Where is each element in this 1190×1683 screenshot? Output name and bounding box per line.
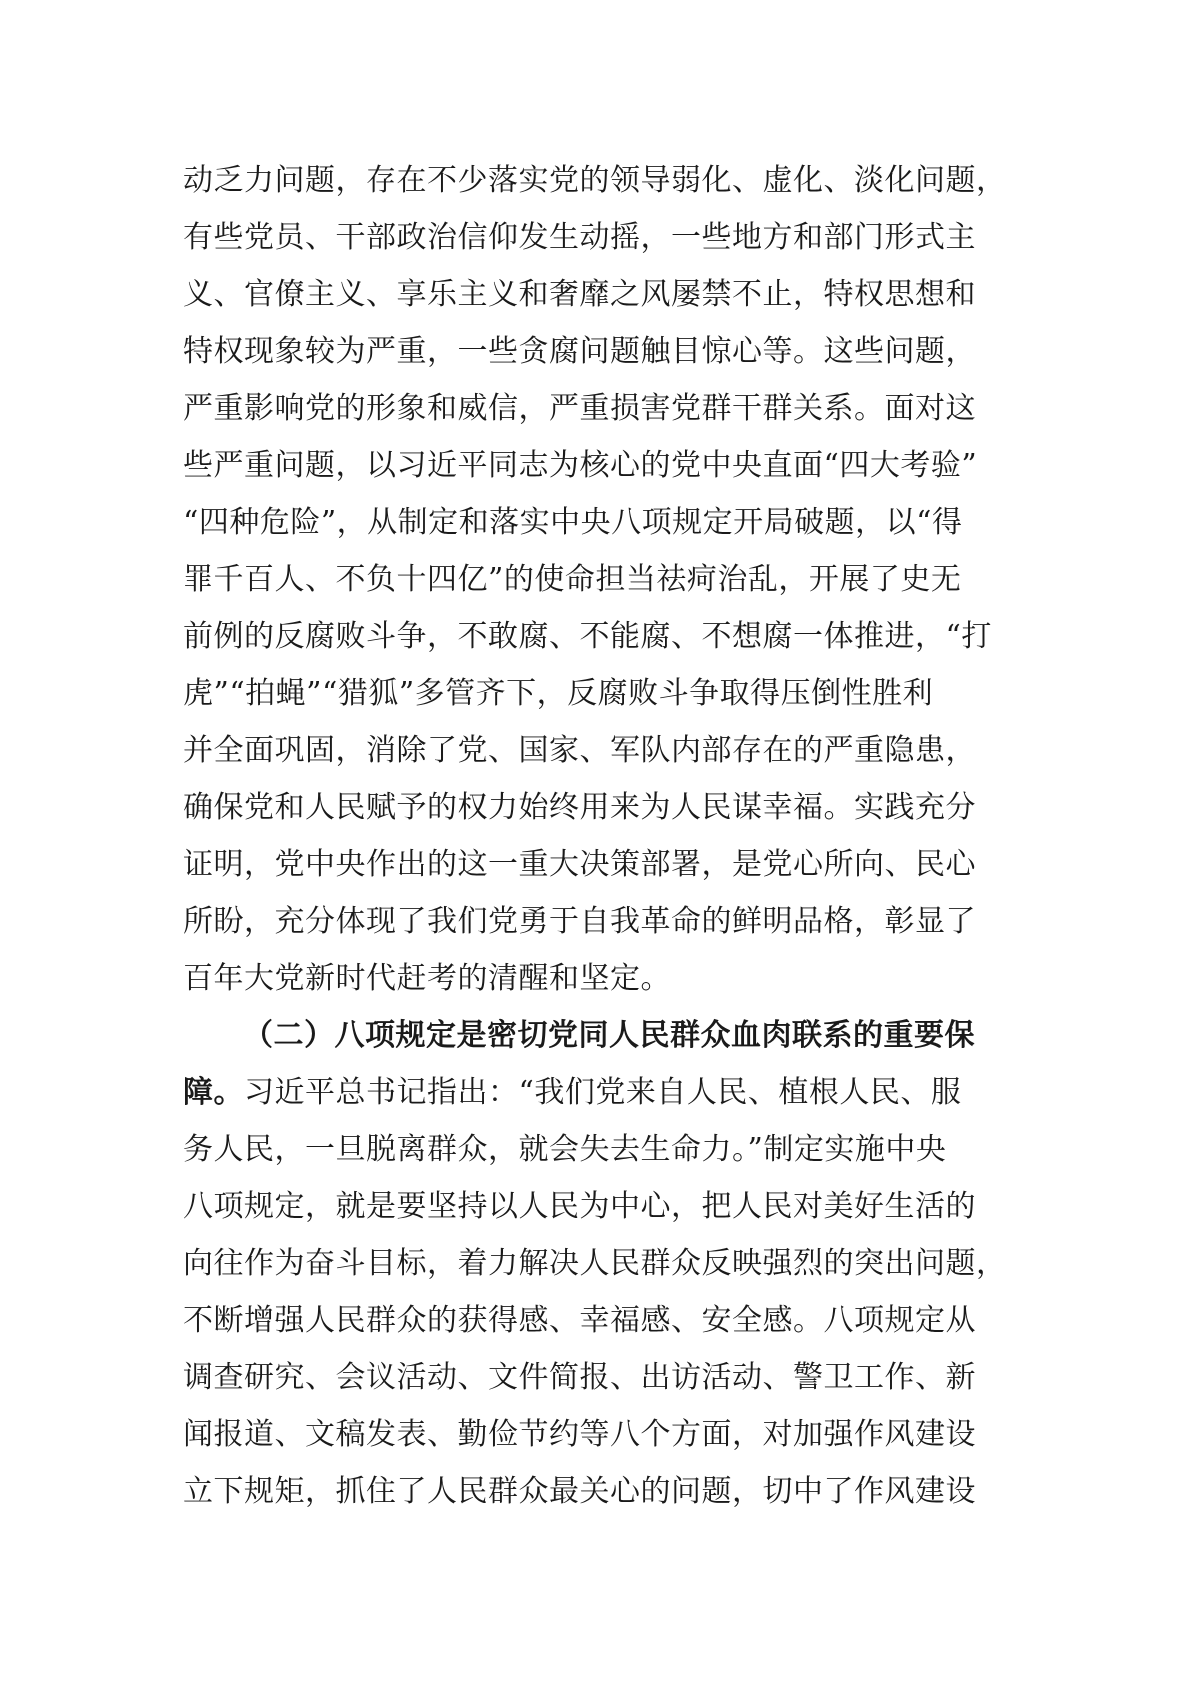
text-line: 向往作为奋斗目标，着力解决人民群众反映强烈的突出问题， bbox=[183, 1246, 1007, 1281]
section-heading: （二）八项规定是密切党同人民群众血肉联系的重要保 bbox=[243, 1018, 975, 1053]
text-line: 并全面巩固，消除了党、国家、军队内部存在的严重隐患， bbox=[183, 733, 976, 768]
text-line: 立下规矩，抓住了人民群众最关心的问题，切中了作风建设 bbox=[183, 1474, 976, 1509]
text-line: 有些党员、干部政治信仰发生动摇，一些地方和部门形式主 bbox=[183, 220, 976, 255]
text-line: 百年大党新时代赶考的清醒和坚定。 bbox=[183, 961, 671, 996]
body-text bbox=[183, 152, 1023, 1520]
text-line: 证明，党中央作出的这一重大决策部署，是党心所向、民心 bbox=[183, 847, 976, 882]
text-line: 罪千百人、不负十四亿”的使命担当祛疴治乱，开展了史无 bbox=[183, 562, 962, 597]
text-line: 闻报道、文稿发表、勤俭节约等八个方面，对加强作风建设 bbox=[183, 1417, 976, 1452]
text-line: 严重影响党的形象和威信，严重损害党群干群关系。面对这 bbox=[183, 391, 976, 426]
text-line: 不断增强人民群众的获得感、幸福感、安全感。八项规定从 bbox=[183, 1303, 976, 1338]
text-line: 确保党和人民赋予的权力始终用来为人民谋幸福。实践充分 bbox=[183, 790, 976, 825]
text-line bbox=[183, 1064, 1023, 1121]
text-line: “四种危险”，从制定和落实中央八项规定开局破题，以“得 bbox=[183, 505, 963, 540]
text-line: 义、官僚主义、享乐主义和奢靡之风屡禁不止，特权思想和 bbox=[183, 277, 976, 312]
text-line-rest: 习近平总书记指出：“我们党来自人民、植根人民、服 bbox=[244, 1075, 962, 1110]
text-line: 虎”“拍蝇”“猎狐”多管齐下，反腐败斗争取得压倒性胜利 bbox=[183, 676, 934, 711]
text-line: 调查研究、会议活动、文件简报、出访活动、警卫工作、新 bbox=[183, 1360, 976, 1395]
text-line: 些严重问题，以习近平同志为核心的党中央直面“四大考验” bbox=[183, 448, 978, 483]
text-line: 前例的反腐败斗争，不敢腐、不能腐、不想腐一体推进，“打 bbox=[183, 619, 992, 654]
text-line: 特权现象较为严重，一些贪腐问题触目惊心等。这些问题， bbox=[183, 334, 976, 369]
text-line: 动乏力问题，存在不少落实党的领导弱化、虚化、淡化问题， bbox=[183, 163, 1007, 198]
text-line: 务人民，一旦脱离群众，就会失去生命力。”制定实施中央 bbox=[183, 1132, 947, 1167]
text-line: 所盼，充分体现了我们党勇于自我革命的鲜明品格，彰显了 bbox=[183, 904, 976, 939]
section-heading-continuation: 障。 bbox=[183, 1075, 244, 1110]
text-line: 八项规定，就是要坚持以人民为中心，把人民对美好生活的 bbox=[183, 1189, 976, 1224]
